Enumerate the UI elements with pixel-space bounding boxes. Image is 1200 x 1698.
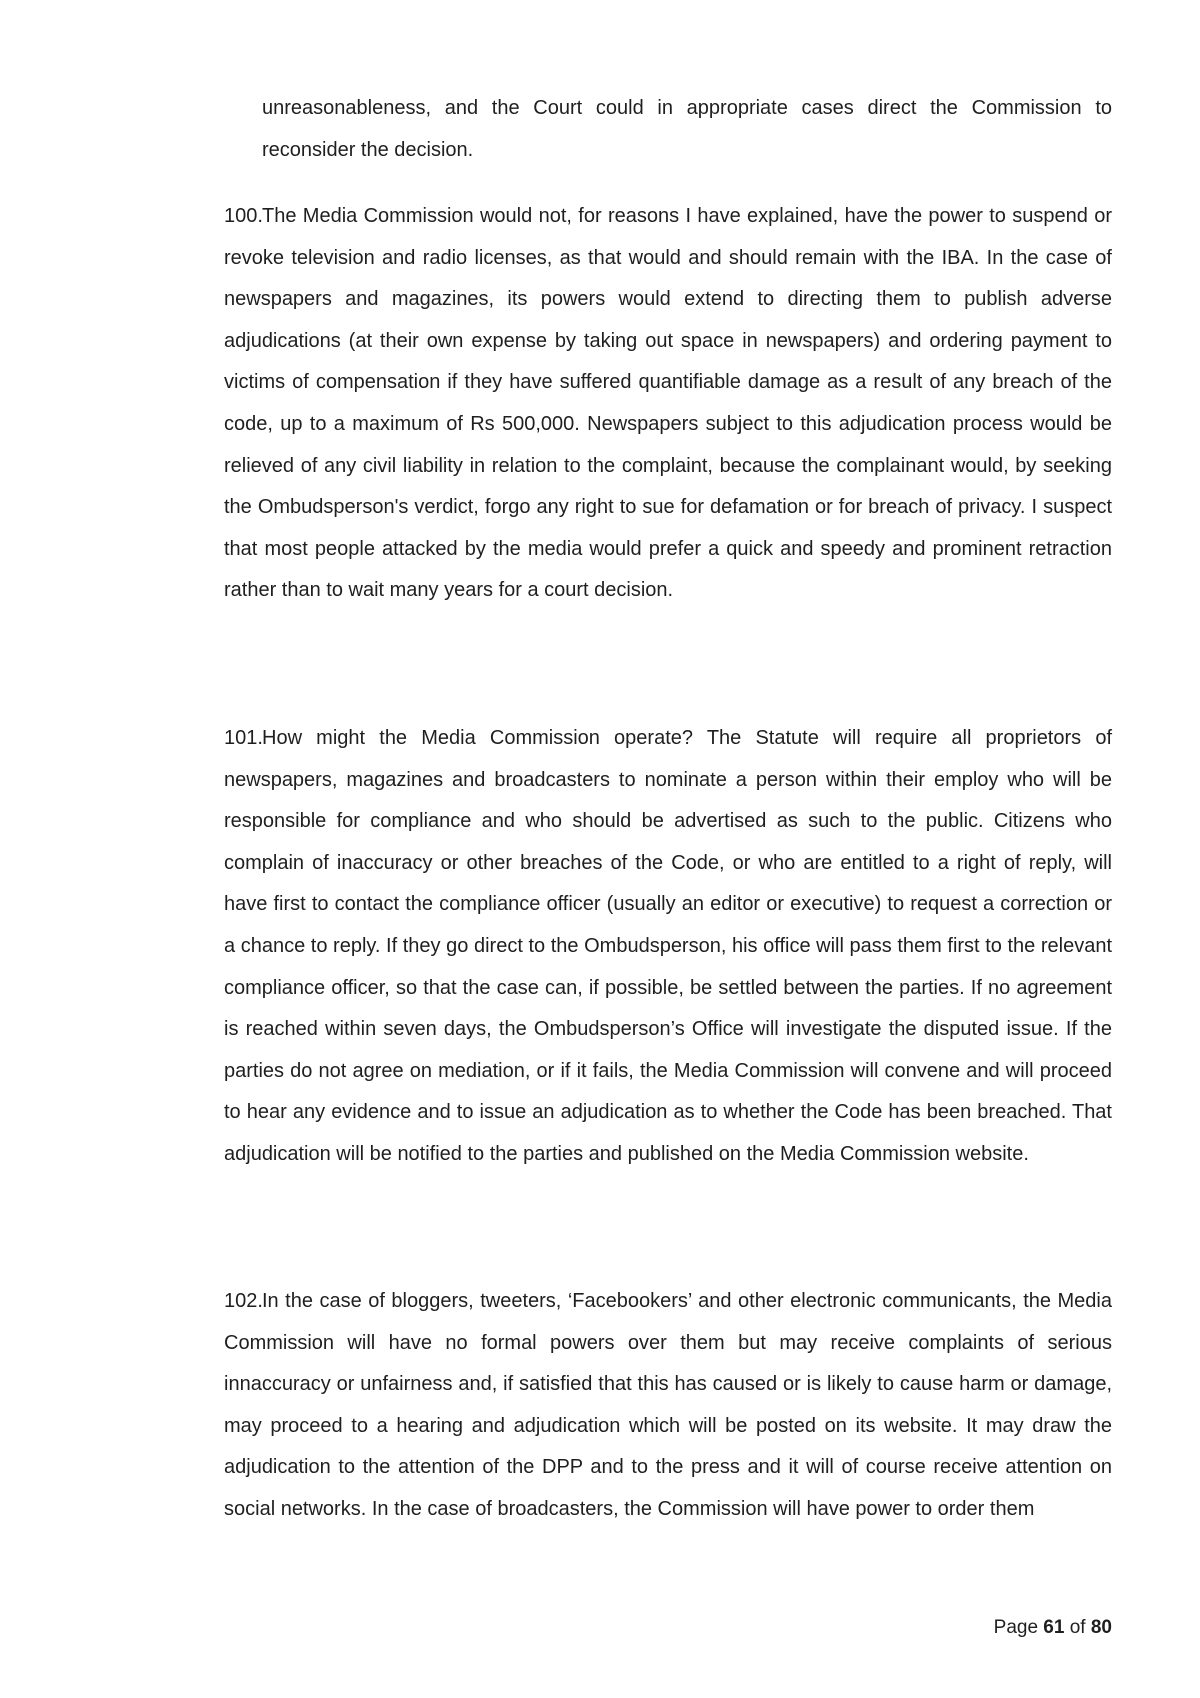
page-label: Page [993, 1617, 1039, 1638]
paragraph-102 [224, 1281, 1112, 1531]
paragraph-number: 101. [224, 727, 263, 749]
of-label: of [1069, 1617, 1086, 1638]
page-number: 61 [1043, 1617, 1065, 1638]
paragraph-text: How might the Media Commission operate? The Statute will require all proprietors of newspapers, magazines and broadcasters to nominate a person within their employ who will be responsible for compliance and who should be advertised as such to the public. Citizens who complain of inaccuracy or other breaches of the Code, or who are entitled to a right of reply, will have first to contact the compliance officer (usually an editor or executive) to request a correction or a chance to reply. If they go direct to the Ombudsperson, his office will pass them first to the relevant compliance officer, so that the case can, if possible, be settled between the parties. If no agreement is reached within seven days, the Ombudsperson’s Office will investigate the disputed issue. If the parties do not agree on mediation, or if it fails, the Media Commission will convene and will proceed to hear any evidence and to issue an adjudication as to whether the Code has been breached. That adjudication will be notified to the parties and published on the Media Commission website. [224, 727, 1112, 1165]
page-footer [994, 1617, 1112, 1639]
paragraph-text: The Media Commission would not, for reasons I have explained, have the power to suspend or revoke television and radio licenses, as that would and should remain with the IBA. In the case of newspapers and magazines, its powers would extend to directing them to publish adverse adjudications (at their own expense by taking out space in newspapers) and ordering payment to victims of compensation if they have suffered quantifiable damage as a result of any breach of the code, up to a maximum of Rs 500,000. Newspapers subject to this adjudication process would be relieved of any civil liability in relation to the complaint, because the complainant would, by seeking the Ombudsperson's verdict, forgo any right to sue for defamation or for breach of privacy. I suspect that most people attacked by the media would prefer a quick and speedy and prominent retraction rather than to wait many years for a court decision. [224, 205, 1112, 602]
paragraph-100 [224, 196, 1112, 612]
paragraph-number: 100. [224, 205, 263, 227]
paragraph-text: In the case of bloggers, tweeters, ‘Facebookers’ and other electronic communicants, the Media Commission will have no formal powers over them but may receive complaints of serious innaccuracy or unfairness and, if satisfied that this has caused or is likely to cause harm or damage, may proceed to a hearing and adjudication which will be posted on its website. It may draw the adjudication to the attention of the DPP and to the press and it will of course receive attention on social networks. In the case of broadcasters, the Commission will have power to order them [224, 1290, 1112, 1520]
page-total: 80 [1090, 1617, 1112, 1638]
paragraph-continuation: unreasonableness, and the Court could in appropriate cases direct the Commission to reconsider the decision. [262, 97, 1112, 161]
paragraph-101 [224, 718, 1112, 1176]
paragraph-number: 102. [224, 1290, 263, 1312]
